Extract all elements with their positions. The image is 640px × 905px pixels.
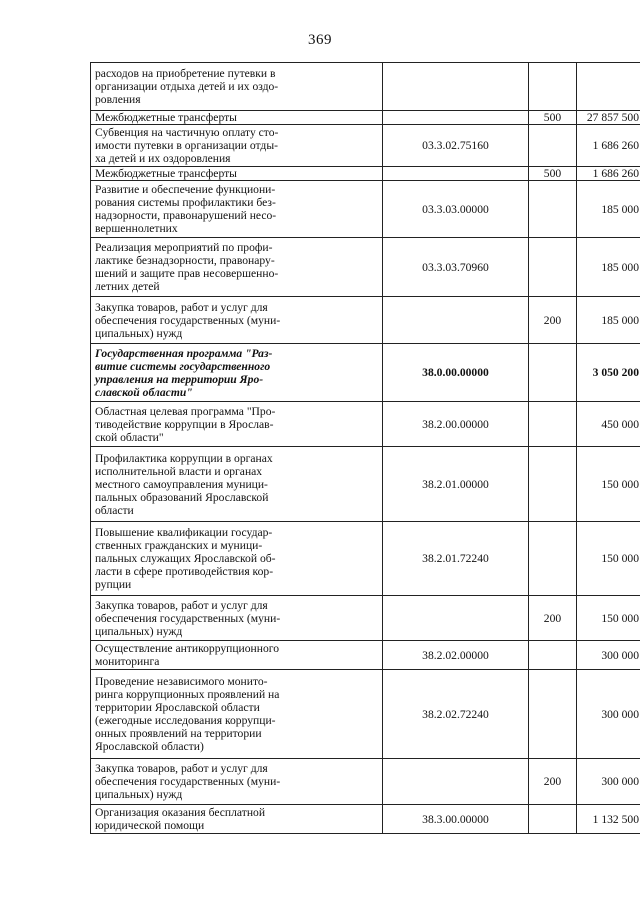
row-name-line: ринга коррупционных проявлений на	[95, 688, 280, 701]
row-name-line: ственных гражданских и муници-	[95, 539, 263, 552]
row-code-cell	[383, 167, 529, 181]
row-name-line: лактике безнадзорности, правонару-	[95, 254, 275, 267]
row-name-line: пальных образований Ярославской	[95, 490, 269, 504]
row-amount-cell: 450 000	[577, 402, 640, 447]
row-name-line: территории Ярославской области	[95, 701, 260, 714]
row-name-line: местного самоуправления муници-	[95, 477, 268, 491]
row-name-line: вершеннолетних	[95, 222, 178, 235]
budget-table	[90, 62, 640, 834]
row-expense-type-cell	[529, 238, 577, 297]
row-name-line: рупции	[95, 578, 132, 591]
row-name-line: ровления	[95, 93, 141, 106]
row-code-cell: 03.3.03.70960	[383, 238, 529, 297]
table-row	[91, 297, 640, 344]
row-code-cell: 38.3.00.00000	[383, 805, 529, 834]
row-name-line: Межбюджетные трансферты	[95, 111, 237, 124]
row-amount-cell: 185 000	[577, 297, 640, 344]
row-expense-type-cell	[529, 344, 577, 402]
row-expense-type-cell: 500	[529, 111, 577, 125]
row-code-cell: 38.2.01.00000	[383, 447, 529, 522]
row-name-line: обеспечения государственных (муни-	[95, 611, 281, 625]
row-name-line: имости путевки в организации отды-	[95, 139, 278, 152]
row-expense-type-cell	[529, 805, 577, 834]
budget-table-body	[91, 63, 640, 834]
row-amount-cell: 27 857 500	[577, 111, 640, 125]
table-row	[91, 759, 640, 805]
row-amount-cell: 150 000	[577, 596, 640, 641]
row-amount-cell: 150 000	[577, 522, 640, 596]
row-code-cell	[383, 596, 529, 641]
row-expense-type-cell	[529, 447, 577, 522]
row-name-cell	[91, 596, 383, 641]
table-row	[91, 181, 640, 238]
row-code-cell: 38.2.00.00000	[383, 402, 529, 447]
row-expense-type-cell	[529, 125, 577, 167]
row-expense-type-cell	[529, 522, 577, 596]
table-row	[91, 596, 640, 641]
row-expense-type-cell	[529, 641, 577, 670]
row-name-line: (ежегодные исследования коррупци-	[95, 714, 276, 727]
row-name-line: Субвенция на частичную оплату сто-	[95, 126, 279, 139]
row-code-cell: 03.3.03.00000	[383, 181, 529, 238]
row-name-line: ха детей и их оздоровления	[95, 152, 231, 165]
row-amount-cell: 1 686 260	[577, 125, 640, 167]
row-name-line: ципальных) нужд	[95, 624, 183, 638]
table-row	[91, 111, 640, 125]
row-name-line: Реализация мероприятий по профи-	[95, 241, 273, 254]
row-code-cell	[383, 111, 529, 125]
row-name-line: Закупка товаров, работ и услуг для	[95, 762, 268, 775]
row-name-line: Закупка товаров, работ и услуг для	[95, 300, 268, 314]
row-name-line: Межбюджетные трансферты	[95, 167, 237, 180]
row-name-cell	[91, 167, 383, 181]
row-amount-cell: 300 000	[577, 641, 640, 670]
table-row	[91, 167, 640, 181]
row-amount-cell: 185 000	[577, 181, 640, 238]
row-code-cell	[383, 759, 529, 805]
row-expense-type-cell: 200	[529, 297, 577, 344]
row-name-cell	[91, 670, 383, 759]
row-expense-type-cell	[529, 670, 577, 759]
table-row	[91, 402, 640, 447]
row-expense-type-cell	[529, 402, 577, 447]
row-name-line: организации отдыха детей и их оздо-	[95, 80, 279, 93]
row-code-cell	[383, 63, 529, 111]
row-amount-cell: 3 050 200	[577, 344, 640, 402]
row-name-line: ципальных) нужд	[95, 788, 183, 801]
row-name-line: славской области"	[95, 385, 193, 399]
row-name-line: Закупка товаров, работ и услуг для	[95, 598, 268, 612]
row-name-line: юридической помощи	[95, 819, 205, 832]
row-amount-cell: 300 000	[577, 759, 640, 805]
row-amount-cell: 300 000	[577, 670, 640, 759]
table-row	[91, 670, 640, 759]
row-name-line: Осуществление антикоррупционного	[95, 642, 280, 655]
row-name-cell	[91, 641, 383, 670]
row-name-cell	[91, 125, 383, 167]
row-expense-type-cell: 200	[529, 759, 577, 805]
row-name-line: Государственная программа "Раз-	[95, 346, 273, 360]
row-name-cell	[91, 297, 383, 344]
row-name-line: обеспечения государственных (муни-	[95, 775, 281, 788]
row-name-line: обеспечения государственных (муни-	[95, 313, 281, 327]
row-amount-cell: 150 000	[577, 447, 640, 522]
row-expense-type-cell: 200	[529, 596, 577, 641]
table-row	[91, 125, 640, 167]
row-code-cell: 38.0.00.00000	[383, 344, 529, 402]
row-name-line: Проведение независимого монито-	[95, 675, 268, 688]
table-row	[91, 522, 640, 596]
row-expense-type-cell	[529, 63, 577, 111]
row-name-cell	[91, 111, 383, 125]
row-name-line: пальных служащих Ярославской об-	[95, 552, 276, 565]
row-name-line: Повышение квалификации государ-	[95, 526, 273, 539]
row-name-line: витие системы государственного	[95, 359, 271, 373]
row-name-cell	[91, 759, 383, 805]
row-name-line: области	[95, 503, 134, 517]
row-name-cell	[91, 344, 383, 402]
row-name-cell	[91, 522, 383, 596]
row-name-line: Организация оказания бесплатной	[95, 806, 266, 819]
row-name-line: ласти в сфере противодействия кор-	[95, 565, 274, 578]
row-name-line: онных проявлений на территории	[95, 727, 262, 740]
row-name-line: рования системы профилактики без-	[95, 196, 276, 209]
row-name-line: расходов на приобретение путевки в	[95, 67, 276, 80]
row-amount-cell: 185 000	[577, 238, 640, 297]
table-row	[91, 344, 640, 402]
row-expense-type-cell: 500	[529, 167, 577, 181]
table-row	[91, 641, 640, 670]
table-row	[91, 805, 640, 834]
row-name-line: тиводействие коррупции в Ярослав-	[95, 417, 274, 431]
row-code-cell: 03.3.02.75160	[383, 125, 529, 167]
row-name-line: летних детей	[95, 280, 160, 293]
row-amount-cell	[577, 63, 640, 111]
row-name-cell	[91, 63, 383, 111]
row-code-cell: 38.2.01.72240	[383, 522, 529, 596]
table-row	[91, 238, 640, 297]
row-name-line: Областная целевая программа "Про-	[95, 404, 276, 418]
row-name-line: управления на территории Яро-	[95, 372, 264, 386]
row-name-line: исполнительной власти и органах	[95, 464, 263, 478]
row-name-cell	[91, 447, 383, 522]
row-name-cell	[91, 238, 383, 297]
table-row	[91, 447, 640, 522]
page-number: 369	[308, 32, 332, 48]
row-name-line: Развитие и обеспечение функциони-	[95, 183, 276, 196]
row-name-line: Профилактика коррупции в органах	[95, 451, 273, 465]
row-name-cell	[91, 402, 383, 447]
row-name-line: шений и защите прав несовершенно-	[95, 267, 279, 280]
row-amount-cell: 1 132 500	[577, 805, 640, 834]
row-name-cell	[91, 805, 383, 834]
row-name-line: мониторинга	[95, 655, 160, 668]
row-expense-type-cell	[529, 181, 577, 238]
row-code-cell: 38.2.02.72240	[383, 670, 529, 759]
row-name-line: ской области"	[95, 430, 164, 444]
row-name-line: Ярославской области)	[95, 740, 204, 753]
row-code-cell	[383, 297, 529, 344]
table-row	[91, 63, 640, 111]
row-name-line: ципальных) нужд	[95, 326, 183, 340]
row-amount-cell: 1 686 260	[577, 167, 640, 181]
row-code-cell: 38.2.02.00000	[383, 641, 529, 670]
row-name-cell	[91, 181, 383, 238]
row-name-line: надзорности, правонарушений несо-	[95, 209, 277, 222]
